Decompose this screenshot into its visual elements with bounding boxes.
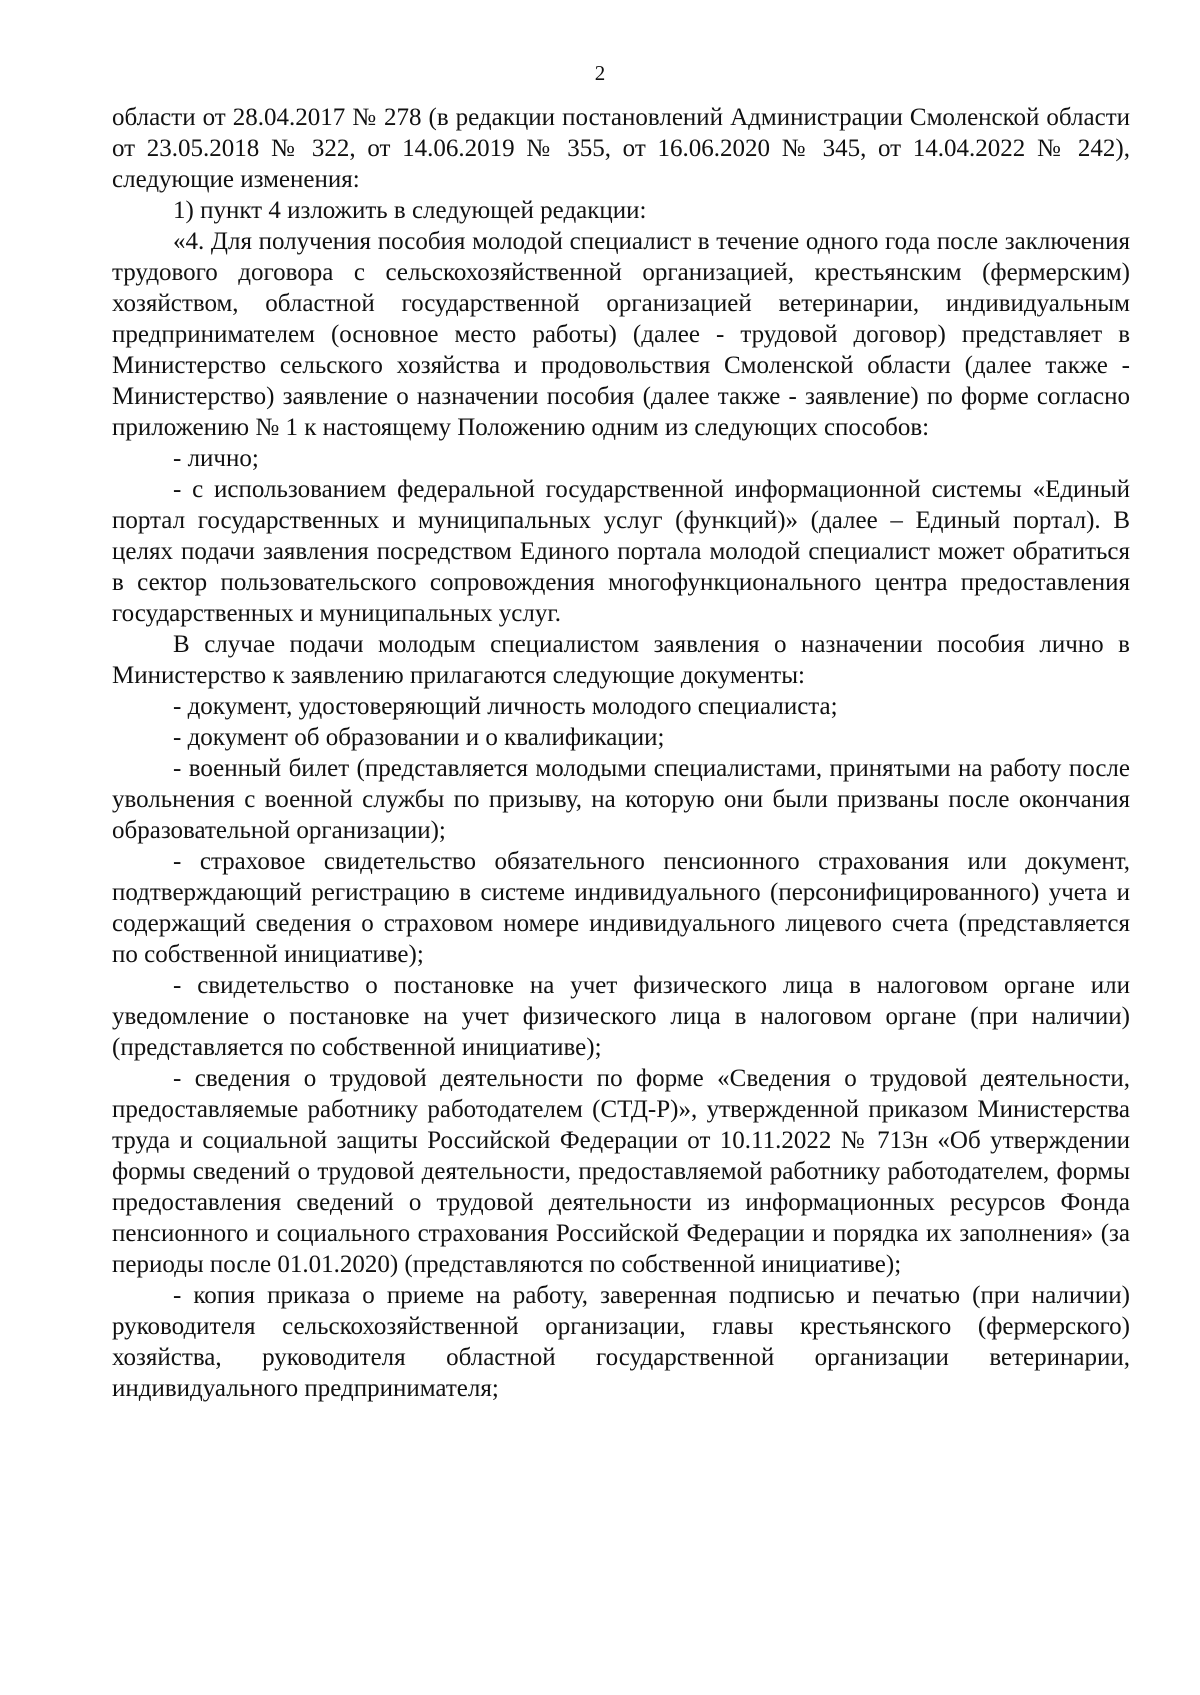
- paragraph: - страховое свидетельство обязательного пенсионного страхования или документ, подтверждающий регистрацию в системе индивидуального (персонифицированного) учета и содержащий сведения о страховом номере индивидуального лицевого счета (представляется по собственной инициативе);: [112, 848, 1130, 968]
- paragraph: области от 28.04.2017 № 278 (в редакции постановлений Администрации Смоленской области от 23.05.2018 № 322, от 14.06.2019 № 355, от 16.06.2020 № 345, от 14.04.2022 № 242), следующие изменения:: [112, 104, 1130, 193]
- paragraph: - копия приказа о приеме на работу, заверенная подписью и печатью (при наличии) руководителя сельскохозяйственной организации, главы крестьянского (фермерского) хозяйства, руководителя областной государственной организации ветеринарии, индивидуального предпринимателя;: [112, 1282, 1130, 1402]
- paragraph: - документ, удостоверяющий личность молодого специалиста;: [173, 693, 838, 720]
- page-number: 2: [594, 61, 606, 85]
- paragraph: - документ об образовании и о квалификации;: [173, 724, 665, 751]
- paragraph: - лично;: [173, 445, 259, 472]
- paragraph: - свидетельство о постановке на учет физического лица в налоговом органе или уведомление о постановке на учет физического лица в налоговом органе (при наличии) (представляется по собственной инициативе);: [112, 972, 1130, 1061]
- paragraph: В случае подачи молодым специалистом заявления о назначении пособия лично в Министерство к заявлению прилагаются следующие документы:: [112, 631, 1130, 689]
- document-body: [112, 102, 1130, 1404]
- paragraph: «4. Для получения пособия молодой специалист в течение одного года после заключения трудового договора с сельскохозяйственной организацией, крестьянским (фермерским) хозяйством, областной государственной организацией ветеринарии, индивидуальным предпринимателем (основное место работы) (далее - трудовой договор) представляет в Министерство сельского хозяйства и продовольствия Смоленской области (далее также - Министерство) заявление о назначении пособия (далее также - заявление) по форме согласно приложению № 1 к настоящему Положению одним из следующих способов:: [112, 228, 1130, 441]
- paragraph: - с использованием федеральной государственной информационной системы «Единый портал государственных и муниципальных услуг (функций)» (далее – Единый портал). В целях подачи заявления посредством Единого портала молодой специалист может обратиться в сектор пользовательского сопровождения многофункционального центра предоставления государственных и муниципальных услуг.: [112, 476, 1130, 627]
- paragraph: 1) пункт 4 изложить в следующей редакции:: [173, 197, 647, 224]
- paragraph: - военный билет (представляется молодыми специалистами, принятыми на работу после увольнения с военной службы по призыву, на которую они были призваны после окончания образовательной организации);: [112, 755, 1130, 844]
- paragraph: - сведения о трудовой деятельности по форме «Сведения о трудовой деятельности, предоставляемые работнику работодателем (СТД-Р)», утвержденной приказом Министерства труда и социальной защиты Российской Федерации от 10.11.2022 № 713н «Об утверждении формы сведений о трудовой деятельности, предоставляемой работнику работодателем, формы предоставления сведений о трудовой деятельности из информационных ресурсов Фонда пенсионного и социального страхования Российской Федерации и порядка их заполнения» (за периоды после 01.01.2020) (представляются по собственной инициативе);: [112, 1065, 1130, 1278]
